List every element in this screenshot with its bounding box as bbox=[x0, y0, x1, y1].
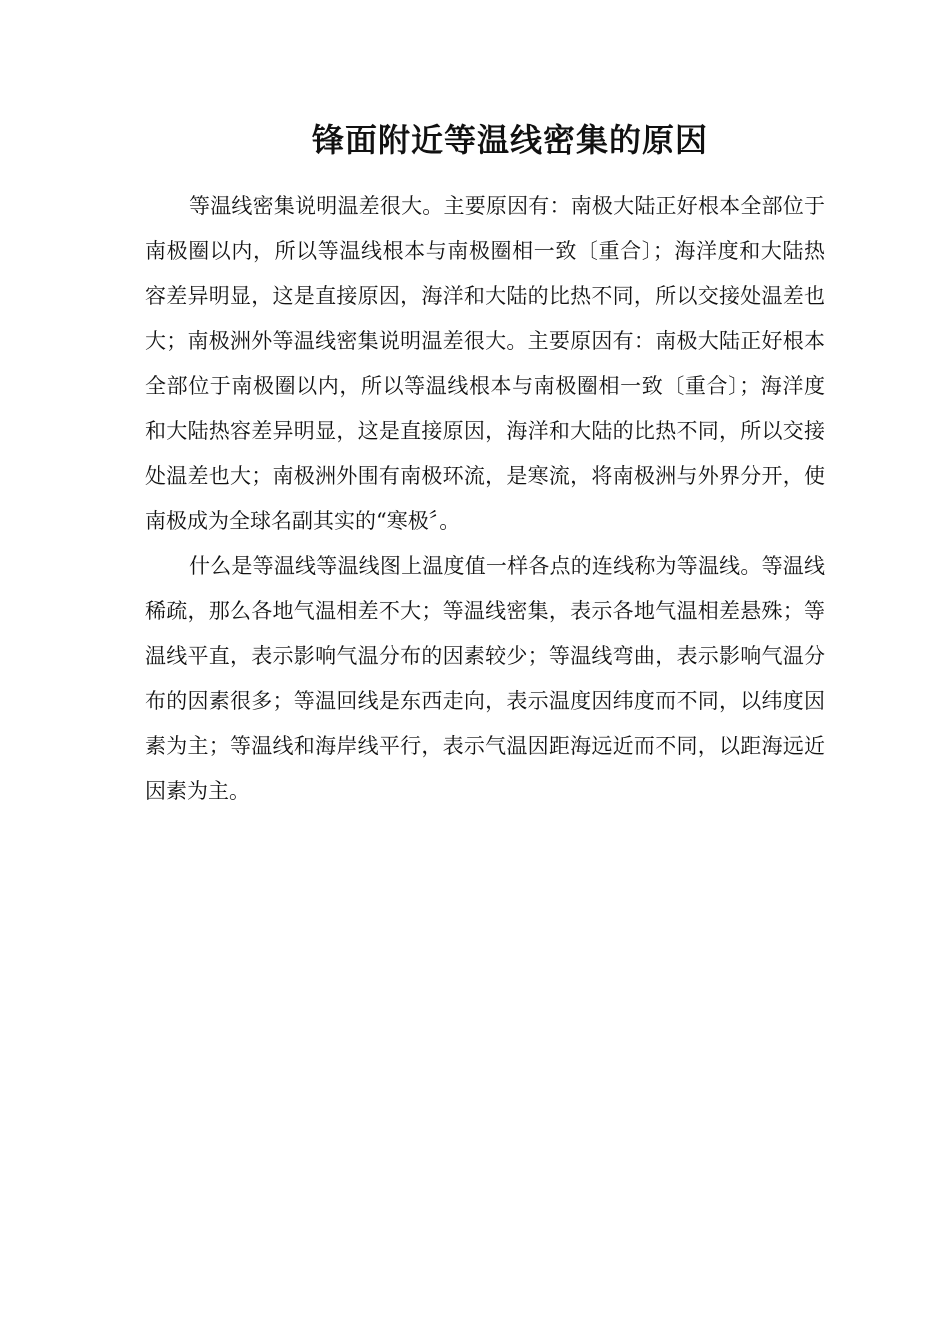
document-body bbox=[145, 184, 825, 814]
page-title: 锋面附近等温线密集的原因 bbox=[311, 121, 708, 159]
paragraph-2: 什么是等温线等温线图上温度值一样各点的连线称为等温线。等温线稀疏，那么各地气温相差不大；等温线密集，表示各地气温相差悬殊；等温线平直，表示影响气温分布的因素较少；等温线弯曲，表示影响气温分布的因素很多；等温回线是东西走向，表示温度因纬度而不同，以纬度因素为主；等温线和海岸线平行，表示气温因距海远近而不同，以距海远近因素为主。 bbox=[145, 554, 825, 803]
paragraph-1: 等温线密集说明温差很大。主要原因有：南极大陆正好根本全部位于南极圈以内，所以等温线根本与南极圈相一致〔重合〕；海洋度和大陆热容差异明显，这是直接原因，海洋和大陆的比热不同，所以交接处温差也大；南极洲外等温线密集说明温差很大。主要原因有：南极大陆正好根本全部位于南极圈以内，所以等温线根本与南极圈相一致〔重合〕；海洋度和大陆热容差异明显，这是直接原因，海洋和大陆的比热不同，所以交接处温差也大；南极洲外围有南极环流，是寒流，将南极洲与外界分开，使南极成为全球名副其实的“寒极〞。 bbox=[145, 194, 825, 533]
